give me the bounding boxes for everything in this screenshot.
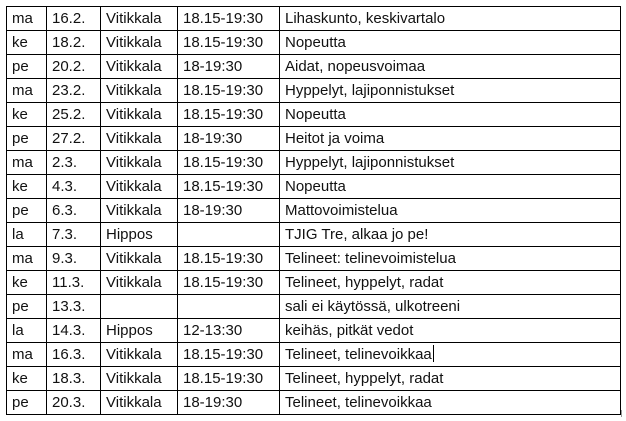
table-row [7, 55, 621, 79]
day-cell[interactable]: ke [7, 103, 47, 127]
day-cell[interactable]: pe [7, 55, 47, 79]
time-cell[interactable]: 18-19:30 [178, 199, 280, 223]
topic-cell[interactable]: Telineet: telinevoimistelua [280, 247, 621, 271]
topic-cell[interactable]: Hyppelyt, lajiponnistukset [280, 79, 621, 103]
table-row [7, 223, 621, 247]
day-cell[interactable]: ma [7, 79, 47, 103]
table-row [7, 151, 621, 175]
place-cell[interactable]: Vitikkala [101, 151, 178, 175]
table-row [7, 247, 621, 271]
day-cell[interactable]: pe [7, 199, 47, 223]
day-cell[interactable]: ma [7, 7, 47, 31]
time-cell[interactable]: 18.15-19:30 [178, 7, 280, 31]
time-cell[interactable]: 18.15-19:30 [178, 247, 280, 271]
time-cell[interactable]: 18-19:30 [178, 127, 280, 151]
table-row [7, 295, 621, 319]
day-cell[interactable]: ma [7, 151, 47, 175]
date-cell[interactable]: 7.3. [47, 223, 101, 247]
topic-cell[interactable]: Telineet, hyppelyt, radat [280, 271, 621, 295]
place-cell[interactable]: Vitikkala [101, 391, 178, 415]
time-cell[interactable]: 18.15-19:30 [178, 151, 280, 175]
time-cell[interactable]: 18.15-19:30 [178, 79, 280, 103]
date-cell[interactable]: 4.3. [47, 175, 101, 199]
place-cell[interactable]: Vitikkala [101, 343, 178, 367]
time-cell[interactable] [178, 295, 280, 319]
date-cell[interactable]: 6.3. [47, 199, 101, 223]
topic-cell[interactable]: Telineet, telinevoikkaa [280, 391, 621, 415]
topic-cell[interactable] [280, 343, 621, 367]
date-cell[interactable]: 14.3. [47, 319, 101, 343]
date-cell[interactable]: 20.3. [47, 391, 101, 415]
date-cell[interactable]: 16.3. [47, 343, 101, 367]
date-cell[interactable]: 18.2. [47, 31, 101, 55]
time-cell[interactable]: 18.15-19:30 [178, 175, 280, 199]
date-cell[interactable]: 9.3. [47, 247, 101, 271]
time-cell[interactable]: 18-19:30 [178, 391, 280, 415]
schedule-table-body [7, 7, 621, 415]
date-cell[interactable]: 13.3. [47, 295, 101, 319]
place-cell[interactable] [101, 295, 178, 319]
place-cell[interactable]: Vitikkala [101, 127, 178, 151]
place-cell[interactable]: Vitikkala [101, 7, 178, 31]
day-cell[interactable]: pe [7, 391, 47, 415]
place-cell[interactable]: Vitikkala [101, 103, 178, 127]
day-cell[interactable]: la [7, 319, 47, 343]
topic-cell[interactable]: Telineet, hyppelyt, radat [280, 367, 621, 391]
table-row [7, 175, 621, 199]
place-cell[interactable]: Vitikkala [101, 247, 178, 271]
topic-cell[interactable]: Mattovoimistelua [280, 199, 621, 223]
date-cell[interactable]: 2.3. [47, 151, 101, 175]
table-row [7, 127, 621, 151]
topic-cell[interactable]: keihäs, pitkät vedot [280, 319, 621, 343]
topic-cell[interactable]: Hyppelyt, lajiponnistukset [280, 151, 621, 175]
table-row [7, 343, 621, 367]
topic-cell[interactable]: sali ei käytössä, ulkotreeni [280, 295, 621, 319]
day-cell[interactable]: ke [7, 367, 47, 391]
table-row [7, 31, 621, 55]
place-cell[interactable]: Vitikkala [101, 271, 178, 295]
text-cursor [433, 345, 434, 362]
topic-cell[interactable]: Nopeutta [280, 31, 621, 55]
place-cell[interactable]: Vitikkala [101, 175, 178, 199]
day-cell[interactable]: ma [7, 343, 47, 367]
day-cell[interactable]: pe [7, 127, 47, 151]
place-cell[interactable]: Vitikkala [101, 199, 178, 223]
topic-cell[interactable]: Lihaskunto, keskivartalo [280, 7, 621, 31]
topic-text: Telineet, telinevoikkaa [285, 346, 432, 363]
date-cell[interactable]: 16.2. [47, 7, 101, 31]
table-row [7, 367, 621, 391]
date-cell[interactable]: 25.2. [47, 103, 101, 127]
place-cell[interactable]: Vitikkala [101, 367, 178, 391]
place-cell[interactable]: Hippos [101, 319, 178, 343]
table-row [7, 79, 621, 103]
date-cell[interactable]: 11.3. [47, 271, 101, 295]
time-cell[interactable]: 12-13:30 [178, 319, 280, 343]
time-cell[interactable]: 18.15-19:30 [178, 343, 280, 367]
day-cell[interactable]: ke [7, 31, 47, 55]
topic-cell[interactable]: Heitot ja voima [280, 127, 621, 151]
table-row [7, 7, 621, 31]
place-cell[interactable]: Vitikkala [101, 79, 178, 103]
topic-cell[interactable]: Aidat, nopeusvoimaa [280, 55, 621, 79]
place-cell[interactable]: Vitikkala [101, 31, 178, 55]
place-cell[interactable]: Vitikkala [101, 55, 178, 79]
day-cell[interactable]: ke [7, 271, 47, 295]
table-row [7, 319, 621, 343]
time-cell[interactable]: 18.15-19:30 [178, 367, 280, 391]
paragraph-mark [621, 410, 622, 417]
day-cell[interactable]: pe [7, 295, 47, 319]
topic-cell[interactable]: TJIG Tre, alkaa jo pe! [280, 223, 621, 247]
table-row [7, 271, 621, 295]
schedule-table [6, 6, 621, 415]
place-cell[interactable]: Hippos [101, 223, 178, 247]
day-cell[interactable]: la [7, 223, 47, 247]
date-cell[interactable]: 20.2. [47, 55, 101, 79]
table-row [7, 391, 621, 415]
time-cell[interactable]: 18.15-19:30 [178, 31, 280, 55]
date-cell[interactable]: 18.3. [47, 367, 101, 391]
date-cell[interactable]: 27.2. [47, 127, 101, 151]
time-cell[interactable]: 18.15-19:30 [178, 103, 280, 127]
topic-cell[interactable]: Nopeutta [280, 175, 621, 199]
time-cell[interactable]: 18.15-19:30 [178, 271, 280, 295]
date-cell[interactable]: 23.2. [47, 79, 101, 103]
time-cell[interactable]: 18-19:30 [178, 55, 280, 79]
time-cell[interactable] [178, 223, 280, 247]
day-cell[interactable]: ke [7, 175, 47, 199]
table-row [7, 103, 621, 127]
day-cell[interactable]: ma [7, 247, 47, 271]
topic-cell[interactable]: Nopeutta [280, 103, 621, 127]
table-row [7, 199, 621, 223]
